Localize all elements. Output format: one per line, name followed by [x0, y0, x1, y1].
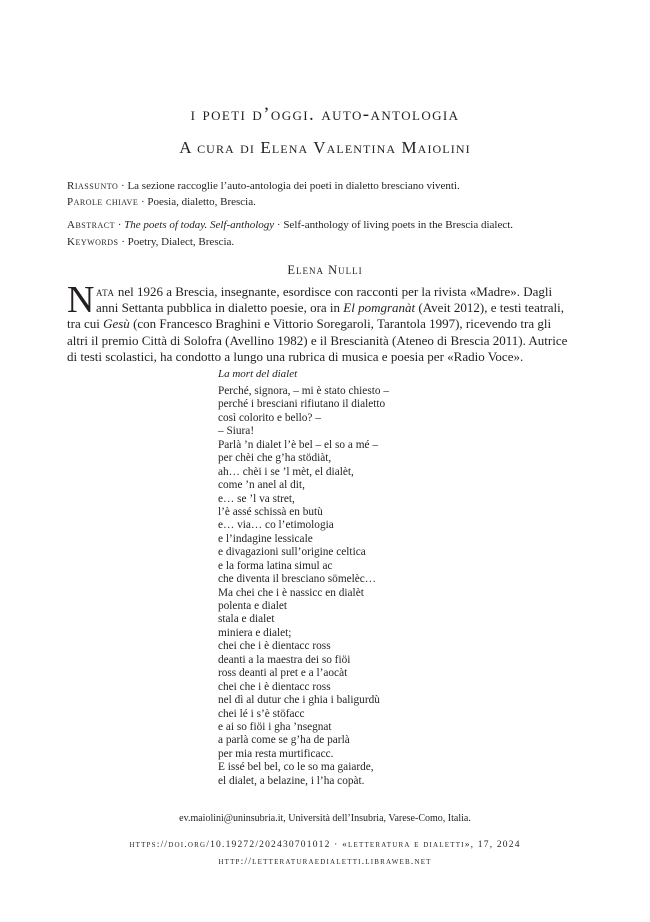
editor-line: A cura di Elena Valentina Maiolini [179, 138, 471, 157]
abstract-text: Self-anthology of living poets in the Brescia dialect. [283, 219, 514, 231]
poem-line: – Siura! [218, 425, 255, 438]
separator: · [117, 219, 122, 231]
separator: · [140, 196, 145, 208]
bio-text: anni Settanta pubblica in dialetto poesie, ora in [96, 300, 344, 316]
bio-line [67, 284, 587, 300]
abstract-label: Abstract [67, 219, 115, 231]
abstract-line [67, 218, 587, 232]
poem-line: come ’n anel al dit, [218, 479, 305, 492]
poem-line: el dialet, a belazine, i l’ha copàt. [218, 774, 365, 787]
poem-line: chei che i è dientacc ross [218, 640, 331, 653]
poem-line: per chèi che g’ha stödiàt, [218, 452, 332, 465]
separator: · [276, 219, 281, 231]
poem-line: e divagazioni sull’origine celtica [218, 546, 366, 559]
bio-line: altri il premio Città di Solofra (Avellino 1982) e il Brescianità (Ateneo di Brescia 2011). Autrice [67, 332, 568, 348]
parole-chiave-label: Parole chiave [67, 196, 139, 208]
poem-line: e ai so fiöi i gha ’nsegnat [218, 720, 332, 733]
poem-line: miniera e dialet; [218, 626, 292, 639]
riassunto-line [67, 179, 587, 193]
poem-line: ross deanti al pret e a l’aocàt [218, 667, 348, 680]
poem-line: l’è assé schissà en butù [218, 505, 323, 518]
poem-line: e l’indagine lessicale [218, 532, 313, 545]
poem-line: chei lé i s’è stöfacc [218, 707, 305, 720]
author-name: Elena Nulli [287, 263, 363, 277]
section-title: i poeti d’oggi. auto-antologia [190, 104, 460, 125]
poem-line: e… via… co l’etimologia [218, 519, 334, 532]
play-title: Gesù [103, 316, 130, 332]
keywords-label: Keywords [67, 236, 119, 248]
riassunto-text: La sezione raccoglie l’auto-antologia dei poeti in dialetto bresciano viventi. [127, 180, 460, 192]
poem-line: E issé bel bel, co le so ma gaiarde, [218, 761, 374, 774]
separator: · [121, 236, 125, 248]
poem-line: nel dì al dutur che i ghia i baligurdù [218, 694, 380, 707]
poem-line: deanti a la maestra dei so fiöi [218, 653, 351, 666]
poem-line: chei che i è dientacc ross [218, 680, 331, 693]
keywords-text: Poetry, Dialect, Brescia. [127, 236, 235, 248]
poem-line: a parlà come se g’ha de parlà [218, 734, 350, 747]
poem-line: che diventa il bresciano sömelèc… [218, 573, 377, 586]
poem-line: e la forma latina simul ac [218, 559, 333, 572]
doi-line: https://doi.org/10.19272/202430701012 · «letteratura e dialetti», 17, 2024 [129, 840, 521, 850]
keywords-line [67, 235, 587, 249]
poem-line: stala e dialet [218, 613, 275, 626]
separator: · [121, 180, 125, 192]
abstract-title: The poets of today. Self-anthology [124, 219, 275, 231]
bio-line [67, 316, 587, 332]
author-footnote: ev.maiolini@uninsubria.it, Università dell’Insubria, Varese-Como, Italia. [179, 813, 471, 824]
poem-line: ah… chèi i se ’l mèt, el dialèt, [218, 465, 354, 478]
poem-line: Perché, signora, – mi è stato chiesto – [218, 385, 389, 397]
poem-title: La mort del dialet [218, 368, 298, 380]
poem-body [218, 385, 389, 788]
journal-url: http://letteraturaedialetti.libraweb.net [218, 857, 432, 867]
poem-line: così colorito e bello? – [218, 411, 321, 424]
bio-text: nel 1926 a Brescia, insegnante, esordisce con racconti per la rivista «Madre». Dagli [114, 284, 553, 299]
bio-text: tra cui [67, 316, 104, 332]
parole-chiave-text: Poesia, dialetto, Brescia. [147, 196, 256, 208]
bio-line: di testi scolastici, ha condotto a lungo una rubrica di musica e poesia per «Radio Voce». [67, 348, 524, 364]
poem-line: perché i bresciani rifiutano il dialetto [218, 398, 386, 411]
parole-chiave-line [67, 195, 587, 209]
poem-line: polenta e dialet [218, 600, 288, 612]
bio-line [67, 300, 587, 316]
riassunto-label: Riassunto [67, 180, 119, 192]
book-title: El pomgranàt [343, 300, 416, 316]
poem-line: Ma chei che i è nassicc en dialèt [218, 586, 364, 599]
poem-line: e… se ’l va stret, [218, 492, 295, 505]
bio-lead: ata [96, 284, 115, 299]
drop-cap: N [67, 279, 95, 321]
poem-line: Parlà ’n dialet l’è bel – el so a mé – [218, 438, 378, 451]
author-bio [67, 279, 587, 365]
bio-text: (con Francesco Braghini e Vittorio Soregaroli, Tarantola 1997), ricevendo tra gli [129, 316, 552, 332]
poem-line: per mia resta murtificacc. [218, 747, 334, 760]
bio-text: (Aveit 2012), e testi teatrali, [415, 300, 565, 316]
